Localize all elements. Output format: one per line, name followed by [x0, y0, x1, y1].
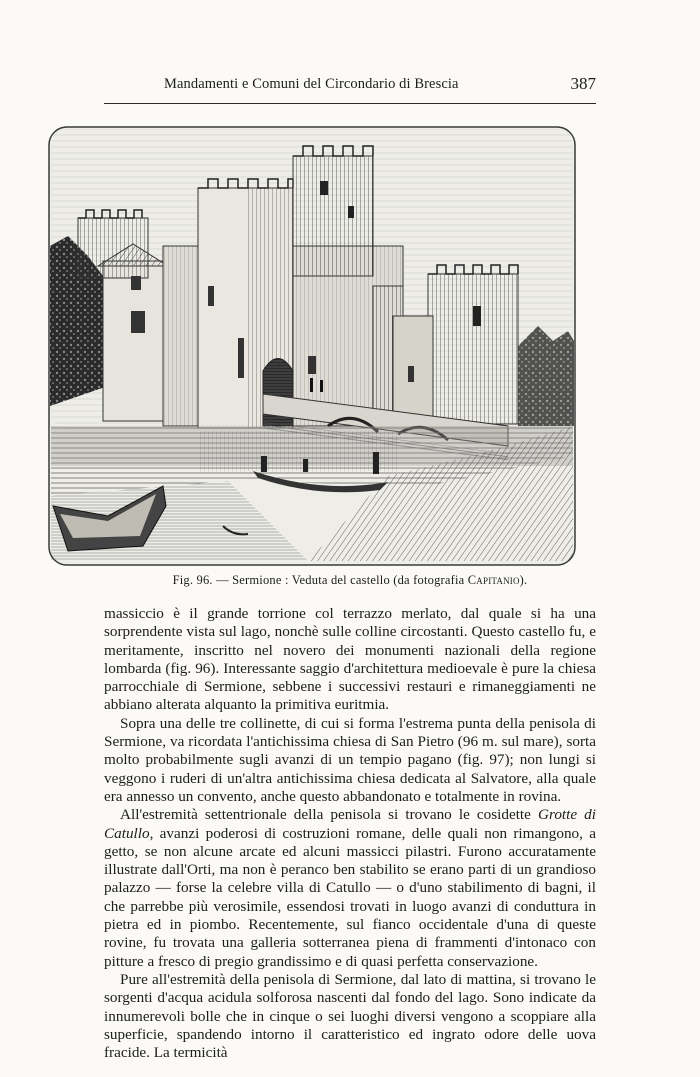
- paragraph-text: , avanzi poderosi di costruzioni romane, delle quali non rimangono, a getto, se non alcune arcate ed alcuni massicci pilastri. Furono accuratamente illustrate dall'Orti, ma non è peranco ben stabilito se erano parti di un grandioso palazzo — forse la celebre villa di Catullo — o d'uno stabilimento di bagni, il che parrebbe più verosimile, essendosi trovati in luogo avanzi di conduttura in pietra ed in piombo. Recentemente, sul fianco occidentale d'una di queste rovine, fu trovata una galleria sotterranea piena di frammenti d'intonaco con pitture a fresco di pregio grandissimo e di quasi perfetta conservazione.: [104, 824, 596, 970]
- figure-caption: [104, 573, 596, 588]
- paragraph: [104, 806, 596, 971]
- caption-text: Fig. 96. — Sermione : Veduta del castello (da fotografia: [172, 573, 465, 587]
- castle-engraving-illustration: [48, 126, 576, 566]
- paragraph: Sopra una delle tre collinette, di cui si forma l'estrema punta della penisola di Sermione, va ricordata l'antichissima chiesa di San Pietro (96 m. sul mare), sorta molto probabilmente sugli avanzi di un tempio pagano (fig. 97); non lungi si veggono i ruderi di un'altra antichissima chiesa dedicata al Salvatore, alla quale era annesso un convento, anche questo abbandonato e totalmente in rovina.: [104, 714, 596, 805]
- running-head: Mandamenti e Comuni del Circondario di Brescia: [164, 76, 459, 92]
- header-rule: [104, 103, 596, 104]
- italic-term: Grotte di Catullo: [104, 806, 596, 842]
- paragraph-text: All'estremità settentrionale della penisola si trovano le cosidette: [120, 806, 538, 824]
- caption-credit: Capitanio: [467, 573, 520, 587]
- page-header: [104, 76, 596, 98]
- paragraph: Pure all'estremità della penisola di Sermione, dal lato di mattina, si trovano le sorgenti d'acqua acidula solforosa nascenti dal fondo del lago. Sono indicate da innumerevoli bolle che in cinque o sei luoghi diversi vengono a scoppiare alla superficie, spandendo intorno il caratteristico ed ingrato odore delle uova fracide. La termicità: [104, 970, 596, 1062]
- paragraph: massiccio è il grande torrione col terrazzo merlato, dal quale si ha una sorprendente vista sul lago, nonchè sulle colline circostanti. Questo castello fu, e meritamente, inscritto nel novero dei monumenti nazionali della regione lombarda (fig. 96). Interessante saggio d'architettura medioevale è pure la chiesa parrocchiale di Sermione, sebbene i successivi restauri e rimaneggiamenti ne abbiano alterata alquanto la primitiva euritmia.: [104, 605, 596, 714]
- body-text: [104, 605, 596, 1062]
- caption-end: ).: [519, 573, 528, 587]
- page-number: 387: [570, 74, 596, 93]
